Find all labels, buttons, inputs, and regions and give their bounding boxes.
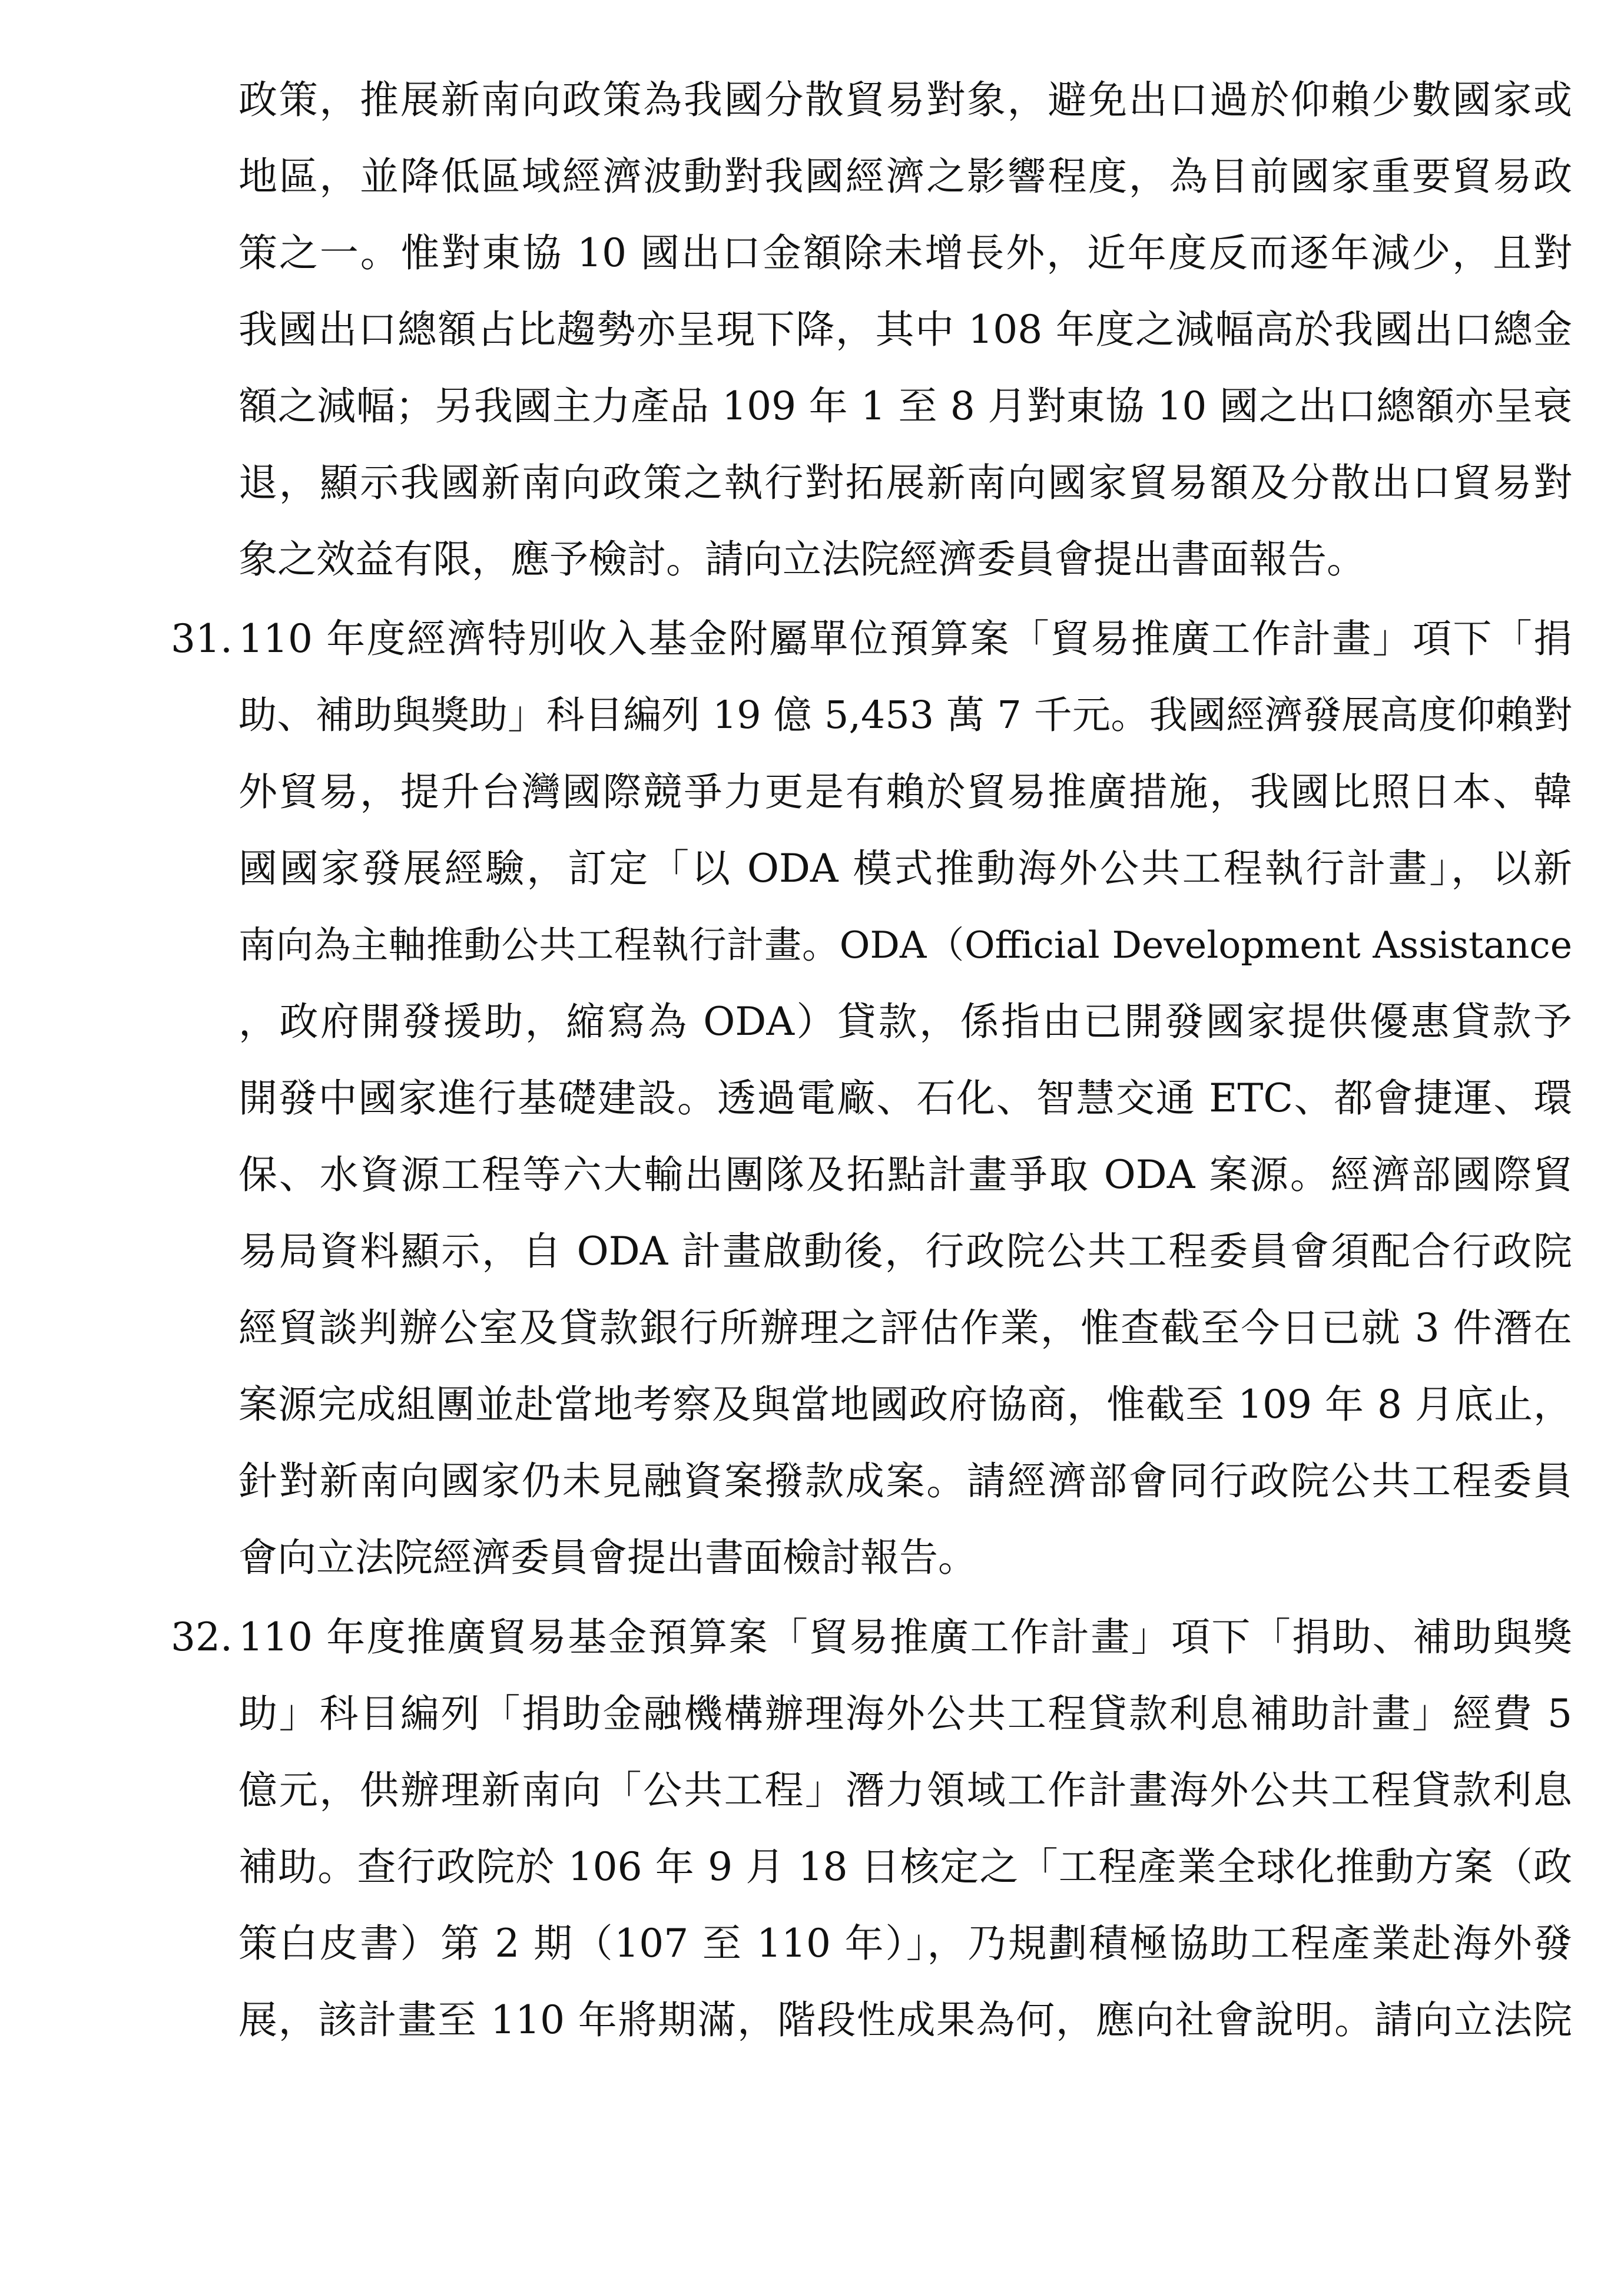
text-line: 補助。查行政院於 106 年 9 月 18 日核定之「工程產業全球化推動方案（政: [238, 1844, 1572, 1889]
text-line: 案源完成組團並赴當地考察及與當地國政府協商，惟截至 109 年 8 月底止，: [238, 1382, 1572, 1427]
text-line: 110 年度推廣貿易基金預算案「貿易推廣工作計畫」項下「捐助、補助與獎: [238, 1614, 1572, 1660]
text-line: 億元，供辦理新南向「公共工程」潛力領域工作計畫海外公共工程貸款利息: [238, 1768, 1572, 1813]
text-line: 針對新南向國家仍未見融資案撥款成案。請經濟部會同行政院公共工程委員: [238, 1458, 1572, 1504]
text-line: 助」科目編列「捐助金融機構辦理海外公共工程貸款利息補助計畫」經費 5: [238, 1691, 1572, 1736]
text-line: 展，該計畫至 110 年將期滿，階段性成果為何，應向社會說明。請向立法院: [238, 1997, 1572, 2043]
text-line: 開發中國家進行基礎建設。透過電廠、石化、智慧交通 ETC、都會捷運、環: [238, 1076, 1572, 1121]
text-line: 經貿談判辦公室及貸款銀行所辦理之評估作業，惟查截至今日已就 3 件潛在: [238, 1305, 1572, 1351]
item-number: 32.: [171, 1614, 233, 1660]
text-line: 南向為主軸推動公共工程執行計畫。ODA（Official Development Assistance: [238, 924, 1572, 967]
text-line: 額之減幅；另我國主力產品 109 年 1 至 8 月對東協 10 國之出口總額亦呈衰: [238, 383, 1572, 429]
text-line: 國國家發展經驗，訂定「以 ODA 模式推動海外公共工程執行計畫」，以新: [238, 846, 1572, 891]
text-line: ，政府開發援助，縮寫為 ODA）貸款，係指由已開發國家提供優惠貸款予: [238, 999, 1572, 1044]
text-line: 110 年度經濟特別收入基金附屬單位預算案「貿易推廣工作計畫」項下「捐: [238, 616, 1572, 661]
text-line: 保、水資源工程等六大輸出團隊及拓點計畫爭取 ODA 案源。經濟部國際貿: [238, 1152, 1572, 1197]
text-line: 象之效益有限，應予檢討。請向立法院經濟委員會提出書面報告。: [238, 537, 1366, 582]
text-line: 策之一。惟對東協 10 國出口金額除未增長外，近年度反而逐年減少，且對: [238, 230, 1572, 276]
text-line: 助、補助與獎助」科目編列 19 億 5,453 萬 7 千元。我國經濟發展高度仰賴對: [238, 693, 1572, 737]
item-number: 31.: [171, 616, 233, 661]
text-line: 外貿易，提升台灣國際競爭力更是有賴於貿易推廣措施，我國比照日本、韓: [238, 769, 1572, 815]
text-line: 易局資料顯示，自 ODA 計畫啟動後，行政院公共工程委員會須配合行政院: [238, 1229, 1572, 1274]
text-line: 會向立法院經濟委員會提出書面檢討報告。: [238, 1535, 977, 1580]
text-line: 政策，推展新南向政策為我國分散貿易對象，避免出口過於仰賴少數國家或: [238, 77, 1572, 123]
text-line: 退，顯示我國新南向政策之執行對拓展新南向國家貿易額及分散出口貿易對: [238, 460, 1572, 505]
text-line: 我國出口總額占比趨勢亦呈現下降，其中 108 年度之減幅高於我國出口總金: [238, 307, 1572, 352]
text-line: 地區，並降低區域經濟波動對我國經濟之影響程度，為目前國家重要貿易政: [238, 154, 1572, 199]
text-line: 策白皮書）第 2 期（107 至 110 年）」，乃規劃積極協助工程產業赴海外發: [238, 1921, 1572, 1966]
